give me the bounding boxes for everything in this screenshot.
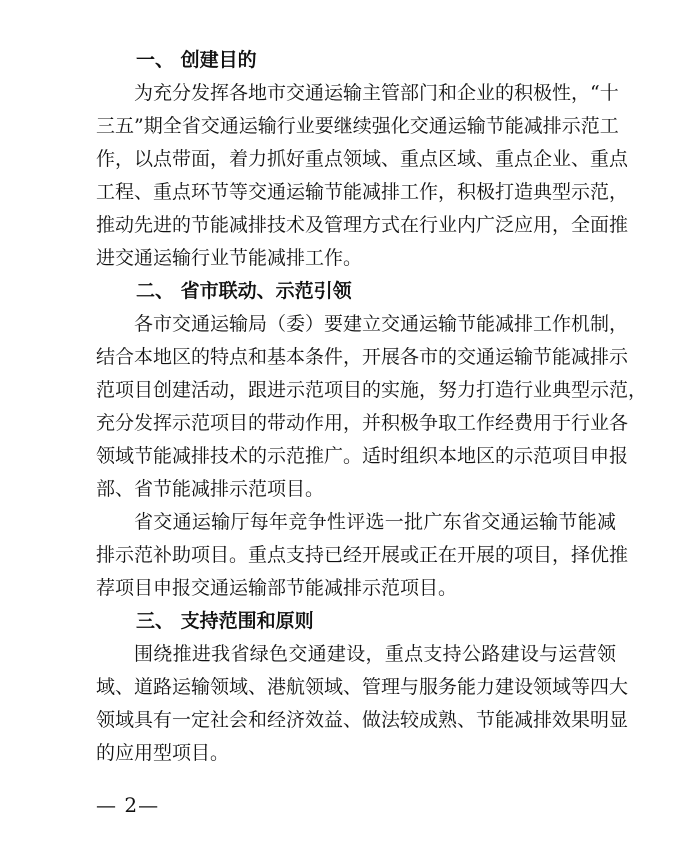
page-number: — 2— [96,793,160,817]
document-body [96,44,648,770]
text-line: 为充分发挥各地市交通运输主管部门和企业的积极性，“十 [134,82,619,104]
text-line: 领域节能减排技术的示范推广。适时组织本地区的示范项目申报 [96,445,629,467]
text-line: 进交通运输行业节能减排工作。 [96,247,363,269]
section-heading-scope-principles: 三、 支持范围和原则 [136,610,314,632]
text-line: 围绕推进我省绿色交通建设，重点支持公路建设与运营领 [134,643,616,665]
paragraph-creation-purpose [96,77,629,275]
text-line: 作，以点带面，着力抓好重点领域、重点区域、重点企业、重点 [96,148,629,170]
text-line: 部、省节能减排示范项目。 [96,478,325,500]
paragraph-linkage-1 [96,308,648,506]
paragraph-scope-principles [96,638,629,770]
paragraph-linkage-2 [96,506,629,605]
text-line: 充分发挥示范项目的带动作用，并积极争取工作经费用于行业各 [96,412,629,434]
text-line: 荐项目申报交通运输部节能减排示范项目。 [96,577,458,599]
text-line: 各市交通运输局（委）要建立交通运输节能减排工作机制， [134,313,629,335]
text-line: 三五”期全省交通运输行业要继续强化交通运输节能减排示范工 [96,115,619,137]
text-line: 排示范补助项目。重点支持已经开展或正在开展的项目，择优推 [96,544,629,566]
text-line: 范项目创建活动，跟进示范项目的实施，努力打造行业典型示范， [96,379,648,401]
text-line: 结合本地区的特点和基本条件，开展各市的交通运输节能减排示 [96,346,629,368]
text-line: 的应用型项目。 [96,742,230,764]
section-heading-linkage-demonstration: 二、 省市联动、示范引领 [136,280,352,302]
text-line: 领域具有一定社会和经济效益、做法较成熟、节能减排效果明显 [96,709,629,731]
text-line: 省交通运输厅每年竞争性评选一批广东省交通运输节能减 [134,511,616,533]
text-line: 推动先进的节能减排技术及管理方式在行业内广泛应用，全面推 [96,214,629,236]
text-line: 域、道路运输领域、港航领域、管理与服务能力建设领域等四大 [96,676,629,698]
text-line: 工程、重点环节等交通运输节能减排工作，积极打造典型示范， [96,181,629,203]
section-heading-creation-purpose: 一、 创建目的 [136,49,257,71]
